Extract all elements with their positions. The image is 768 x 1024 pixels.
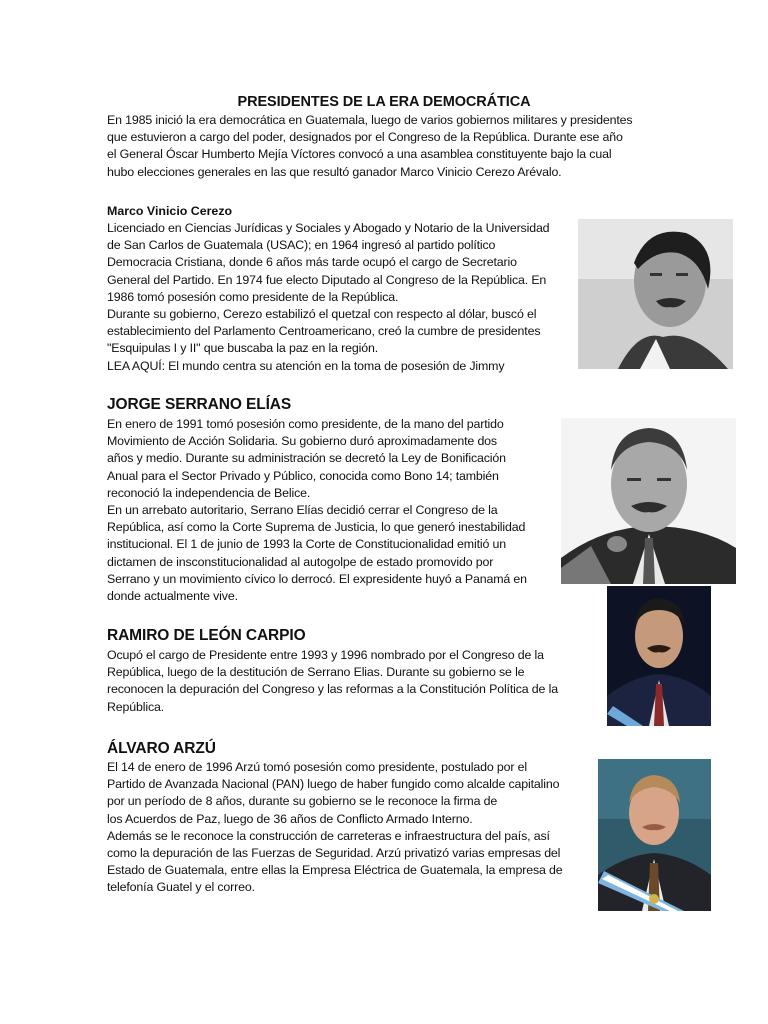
- body-line: de San Carlos de Guatemala (USAC); en 1964 ingresó al partido político: [107, 238, 496, 253]
- body-line: establecimiento del Parlamento Centroamericano, creó la cumbre de presidentes: [107, 324, 541, 339]
- body-line: institucional. El 1 de junio de 1993 la Corte de Constitucionalidad emitió un: [107, 537, 506, 552]
- section-body-cerezo: [107, 220, 549, 375]
- body-line: los Acuerdos de Paz, luego de 36 años de Conflicto Armado Interno.: [107, 811, 473, 826]
- body-line: por un período de 8 años, durante su gobierno se le reconoce la firma de: [107, 794, 498, 809]
- body-line: República, así como la Corte Suprema de Justicia, lo que generó inestabilidad: [107, 520, 526, 535]
- intro-paragraph: [107, 112, 632, 181]
- photo-arzu: [598, 759, 711, 911]
- body-line: dictamen de insconstitucionalidad al autogolpe de estado promovido por: [107, 554, 494, 569]
- body-line: como la depuración de las Fuerzas de Seguridad. Arzú privatizó varias empresas del: [107, 846, 561, 861]
- body-line: Partido de Avanzada Nacional (PAN) luego de haber fungido como alcalde capitalino: [107, 777, 560, 792]
- intro-line: En 1985 inició la era democrática en Guatemala, luego de varios gobiernos militares y presidentes: [107, 113, 633, 127]
- body-line: donde actualmente vive.: [107, 589, 238, 604]
- body-line: República, luego de la destitución de Serrano Elias. Durante su gobierno se le: [107, 665, 525, 680]
- section-heading-arzu: ÁLVARO ARZÚ: [107, 740, 216, 757]
- read-more-link[interactable]: LEA AQUÍ: El mundo centra su atención en la toma de posesión de Jimmy: [107, 358, 505, 373]
- body-line: General del Partido. En 1974 fue electo Diputado al Congreso de la República. En: [107, 272, 547, 287]
- page-title: PRESIDENTES DE LA ERA DEMOCRÁTICA: [237, 94, 531, 110]
- body-line: República.: [107, 699, 165, 714]
- photo-cerezo: [578, 219, 733, 369]
- section-body-serrano: [107, 416, 527, 605]
- body-line: 1986 tomó posesión como presidente de la República.: [107, 289, 399, 304]
- body-line: Licenciado en Ciencias Jurídicas y Sociales y Abogado y Notario de la Universidad: [107, 221, 550, 235]
- body-line: Democracia Cristiana, donde 6 años más tarde ocupó el cargo de Secretario: [107, 255, 517, 270]
- body-line: El 14 de enero de 1996 Arzú tomó posesión como presidente, postulado por el: [107, 760, 527, 774]
- body-line: En un arrebato autoritario, Serrano Elías decidió cerrar el Congreso de la: [107, 503, 498, 518]
- body-line: Durante su gobierno, Cerezo estabilizó el quetzal con respecto al dólar, buscó el: [107, 307, 537, 322]
- section-body-leon-carpio: [107, 647, 558, 716]
- body-line: Además se le reconoce la construcción de carreteras e infraestructura del país, así: [107, 828, 550, 843]
- body-line: Serrano y un movimiento cívico lo derrocó. El expresidente huyó a Panamá en: [107, 571, 527, 586]
- intro-line: el General Óscar Humberto Mejía Víctores convocó a una asamblea constituyente bajo la cual: [107, 147, 612, 162]
- section-body-arzu: [107, 759, 563, 897]
- body-line: "Esquipulas I y II" que buscaba la paz en la región.: [107, 341, 379, 356]
- body-line: reconocen la depuración del Congreso y las reformas a la Constitución Política de la: [107, 682, 558, 697]
- intro-line: hubo elecciones generales en las que resultó ganador Marco Vinicio Cerezo Arévalo.: [107, 164, 562, 179]
- body-line: telefonía Guatel y el correo.: [107, 880, 255, 895]
- body-line: años y medio. Durante su administración se decretó la Ley de Bonificación: [107, 451, 506, 466]
- body-line: reconoció la independencia de Belice.: [107, 485, 311, 500]
- body-line: En enero de 1991 tomó posesión como presidente, de la mano del partido: [107, 417, 504, 431]
- body-line: Anual para el Sector Privado y Público, conocida como Bono 14; también: [107, 468, 499, 483]
- section-heading-cerezo: Marco Vinicio Cerezo: [107, 204, 233, 218]
- section-heading-leon-carpio: RAMIRO DE LEÓN CARPIO: [107, 627, 306, 644]
- body-line: Movimiento de Acción Solidaria. Su gobierno duró aproximadamente dos: [107, 434, 497, 449]
- photo-leon-carpio: [607, 586, 711, 726]
- body-line: Estado de Guatemala, entre ellas la Empresa Eléctrica de Guatemala, la empresa de: [107, 863, 563, 878]
- photo-serrano: [561, 418, 736, 584]
- section-heading-serrano: JORGE SERRANO ELÍAS: [107, 396, 292, 413]
- body-line: Ocupó el cargo de Presidente entre 1993 y 1996 nombrado por el Congreso de la: [107, 648, 544, 662]
- intro-line: que estuvieron a cargo del poder, designados por el Congreso de la República. Durante ese año: [107, 130, 623, 145]
